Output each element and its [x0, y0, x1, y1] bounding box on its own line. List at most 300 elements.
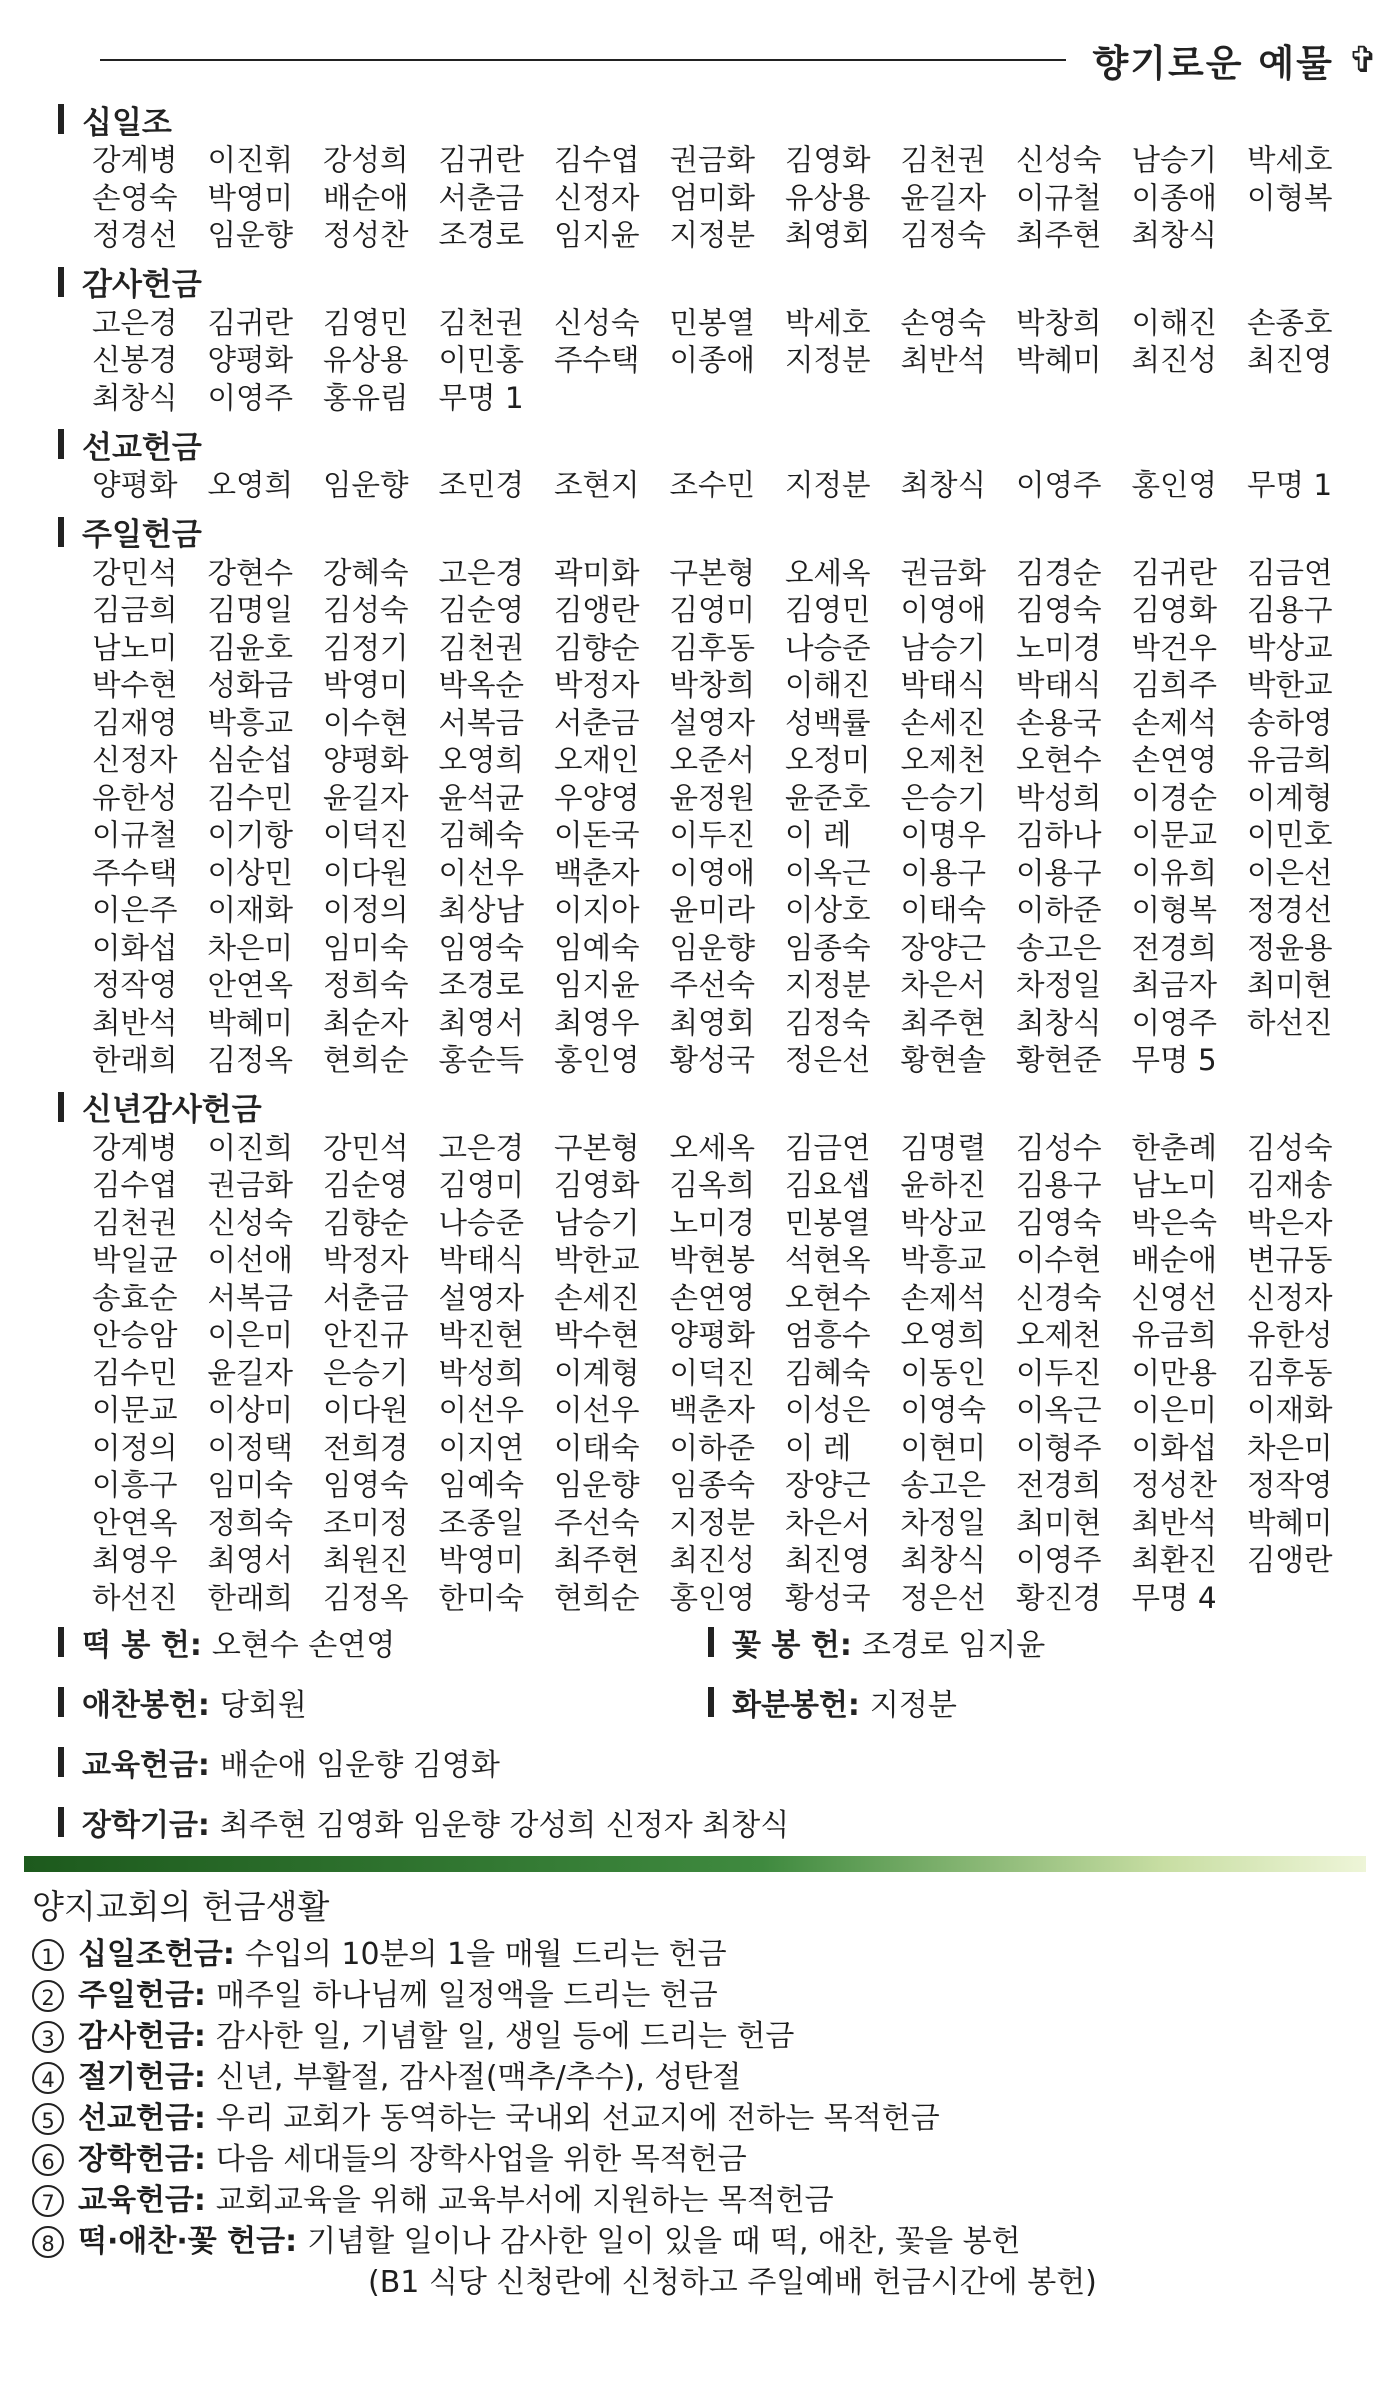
donor-name: 전경희: [1131, 930, 1217, 965]
scholarship-fund: [58, 1800, 1358, 1844]
donor-name: 박은자: [1247, 1205, 1333, 1240]
fellowship-meal-offering: [58, 1680, 708, 1724]
donor-name: 엄흥수: [785, 1318, 871, 1352]
donor-name: 이수현: [1016, 1243, 1102, 1277]
donor-name: 김금연: [1247, 555, 1333, 590]
name-row: [92, 1542, 1358, 1580]
donor-name: 손용국: [1016, 705, 1102, 740]
small-offering-row: [58, 1612, 1358, 1672]
offering-section: [58, 259, 1358, 418]
donor-name: 차은미: [207, 930, 293, 965]
circled-number-icon: 3: [32, 2021, 64, 2053]
donor-name: 민봉열: [785, 1205, 871, 1240]
donor-name: 오현수: [785, 1280, 871, 1315]
donor-name: 최창식: [900, 468, 986, 502]
donor-name: 이상미: [207, 1393, 293, 1427]
donor-name: 이선우: [438, 855, 524, 890]
donor-name: 나승준: [438, 1205, 524, 1240]
donor-name: 박건우: [1131, 630, 1217, 665]
donor-name: 이해진: [785, 668, 871, 702]
section-bar: [58, 517, 64, 547]
donor-name: 이규철: [1016, 180, 1102, 215]
donor-name: 박한교: [1247, 668, 1333, 702]
circled-number-icon: 2: [32, 1980, 64, 2012]
donor-name: 무명 1: [1247, 468, 1333, 502]
donor-name: 이형주: [1016, 1430, 1102, 1465]
donor-name: 윤길자: [323, 780, 409, 815]
guide-item: [32, 2098, 1372, 2139]
donor-name: 이경순: [1131, 780, 1217, 815]
donor-name: 강현수: [207, 555, 293, 590]
donor-name: 안진규: [323, 1318, 409, 1352]
offering-guide: [32, 1880, 1372, 2303]
donor-name: 이두진: [669, 818, 755, 852]
donor-name: 윤길자: [900, 180, 986, 215]
donor-name: 최환진: [1131, 1543, 1217, 1577]
donor-name: 서춘금: [554, 705, 640, 740]
donor-name: 박세호: [1247, 143, 1333, 177]
donor-name: 이계형: [1247, 780, 1333, 815]
name-row: [92, 817, 1358, 855]
donor-name: 현희순: [554, 1580, 640, 1615]
donor-name: 최영서: [438, 1005, 524, 1040]
donor-name: 차은서: [785, 1505, 871, 1540]
donor-name: 홍인영: [1131, 468, 1217, 502]
donor-name: 권금화: [669, 143, 755, 177]
donor-name: 김성수: [1016, 1130, 1102, 1165]
donor-name: 유금희: [1247, 743, 1333, 777]
donor-name: 이태숙: [554, 1430, 640, 1465]
donor-name: 이민홍: [438, 343, 524, 377]
donor-name: 구본형: [554, 1130, 640, 1165]
donor-name: 오재인: [554, 743, 640, 777]
donor-name: 박진현: [438, 1318, 524, 1352]
offering-sections: [58, 96, 1358, 1621]
donor-name: 최반석: [900, 343, 986, 377]
donor-name: 최영회: [785, 218, 871, 252]
donor-name: 황현솔: [900, 1043, 986, 1077]
donor-name: 이기항: [207, 818, 293, 852]
donor-name: 무명 1: [438, 380, 524, 415]
section-bar: [58, 1687, 64, 1717]
donor-name: 은승기: [323, 1355, 409, 1390]
section-bar: [58, 104, 64, 134]
donor-name: 정희숙: [323, 968, 409, 1002]
donor-name: 최진영: [1247, 343, 1333, 377]
donor-name: 이재화: [1247, 1393, 1333, 1427]
donor-name: 최주현: [554, 1543, 640, 1577]
donor-name: 임종숙: [785, 930, 871, 965]
donor-name: 김혜숙: [785, 1355, 871, 1390]
donor-name: 오영희: [900, 1318, 986, 1352]
offering-section: [58, 421, 1358, 505]
donor-name: 강성희: [323, 143, 409, 177]
donor-name: 김하나: [1016, 818, 1102, 852]
offering-names: 지정분: [869, 1688, 957, 1723]
donor-name: 이다원: [323, 1393, 409, 1427]
name-row: [92, 1280, 1358, 1318]
donor-name: 박혜미: [1247, 1505, 1333, 1540]
guide-item: [32, 2057, 1372, 2098]
name-row: [92, 1392, 1358, 1430]
donor-name: 지정분: [669, 218, 755, 252]
donor-name: 이진휘: [207, 143, 293, 177]
name-row: [92, 1317, 1358, 1355]
donor-name: 백춘자: [669, 1393, 755, 1427]
donor-name: 조경로: [438, 218, 524, 252]
donor-name: 강민석: [323, 1130, 409, 1165]
donor-name: 이진희: [207, 1130, 293, 1165]
donor-name: 손세진: [900, 705, 986, 740]
donor-name: 박수현: [554, 1318, 640, 1352]
donor-name: 오현수: [1016, 743, 1102, 777]
donor-name: 오영희: [207, 468, 293, 502]
guide-item-label: 십일조헌금:: [78, 1937, 235, 1972]
donor-name: 박성희: [1016, 780, 1102, 815]
donor-name: 윤미라: [669, 893, 755, 927]
donor-name: 김향순: [554, 630, 640, 665]
donor-name: 배순애: [1131, 1243, 1217, 1277]
section-bar: [58, 1807, 64, 1837]
donor-name: 정윤용: [1247, 930, 1333, 965]
donor-name: 박흥교: [900, 1243, 986, 1277]
donor-name: 지정분: [785, 343, 871, 377]
name-row: [92, 380, 1358, 418]
donor-name: 김성숙: [1247, 1130, 1333, 1165]
donor-name: 남승기: [1131, 143, 1217, 177]
donor-name: 민봉열: [669, 305, 755, 340]
donor-name: 최금자: [1131, 968, 1217, 1002]
donor-name: 이영주: [1016, 468, 1102, 502]
name-row: [92, 780, 1358, 818]
donor-name: 이흥구: [92, 1468, 178, 1502]
donor-name: 이영숙: [900, 1393, 986, 1427]
donor-name: 이종애: [1131, 180, 1217, 215]
donor-name: 김재송: [1247, 1168, 1333, 1202]
donor-name: 주수택: [554, 343, 640, 377]
donor-name: 임지윤: [554, 968, 640, 1002]
donor-name: 김영화: [785, 143, 871, 177]
name-row: [92, 930, 1358, 968]
offering-names: 당회원: [219, 1688, 307, 1723]
donor-name: 임영숙: [323, 1468, 409, 1502]
donor-name: 최창식: [92, 380, 178, 415]
donor-name: 김수민: [92, 1355, 178, 1390]
donor-name: 정작영: [1247, 1468, 1333, 1502]
donor-name: 최창식: [1016, 1005, 1102, 1040]
donor-name: 신봉경: [92, 343, 178, 377]
guide-item: [32, 2016, 1372, 2057]
section-bar: [58, 267, 64, 297]
donor-name: 이화섭: [1131, 1430, 1217, 1465]
plant-offering: [708, 1680, 1358, 1724]
guide-item-desc: 다음 세대들의 장학사업을 위한 목적헌금: [215, 2142, 747, 2177]
donor-name: 유한성: [1247, 1318, 1333, 1352]
donor-name: 박정자: [554, 668, 640, 702]
donor-name: 장양근: [900, 930, 986, 965]
section-title-text: 주일헌금: [82, 517, 202, 553]
donor-name: 정경선: [92, 218, 178, 252]
donor-name: 송고은: [900, 1468, 986, 1502]
donor-name: 양평화: [669, 1318, 755, 1352]
offering-names: 오현수 손연영: [211, 1628, 396, 1663]
section-title-text: 십일조: [82, 104, 172, 141]
name-row: [92, 1167, 1358, 1205]
circled-number-icon: 4: [32, 2062, 64, 2094]
donor-name: 김용구: [1016, 1168, 1102, 1202]
donor-name: 이선우: [438, 1393, 524, 1427]
name-row: [92, 467, 1358, 505]
guide-item: [32, 2221, 1372, 2262]
donor-name: 남노미: [92, 630, 178, 665]
donor-name: 강민석: [92, 555, 178, 590]
donor-name: 지정분: [785, 968, 871, 1002]
donor-name: 송고은: [1016, 930, 1102, 965]
donor-name: 이 레: [785, 1430, 852, 1465]
guide-item-label: 감사헌금:: [78, 2019, 206, 2054]
donor-name: 김혜숙: [438, 818, 524, 852]
donor-name: 유금희: [1131, 1318, 1217, 1352]
donor-name: 이옥근: [1016, 1393, 1102, 1427]
donor-name: 최반석: [1131, 1505, 1217, 1540]
donor-name: 배순애: [323, 180, 409, 215]
donor-name: 이덕진: [669, 1355, 755, 1390]
donor-name: 우양영: [554, 780, 640, 815]
donor-name: 김정숙: [785, 1005, 871, 1040]
section-title: [58, 509, 1358, 555]
donor-name: 김정기: [323, 630, 409, 665]
donor-name: 무명 4: [1131, 1580, 1217, 1615]
donor-name: 최미현: [1016, 1505, 1102, 1540]
donor-name: 박영미: [323, 668, 409, 702]
name-row: [92, 1430, 1358, 1468]
donor-name: 이상호: [785, 893, 871, 927]
donor-name: 전희경: [323, 1430, 409, 1465]
donor-name: 조수민: [669, 468, 755, 502]
donor-name: 이민호: [1247, 818, 1333, 852]
donor-name: 김정옥: [207, 1043, 293, 1077]
donor-name: 황현준: [1016, 1043, 1102, 1077]
donor-name: 송하영: [1247, 705, 1333, 740]
donor-name: 윤길자: [207, 1355, 293, 1390]
donor-name: 차정일: [900, 1505, 986, 1540]
donor-name: 김명렬: [900, 1130, 986, 1165]
name-list: [58, 305, 1358, 418]
offering-label: 떡 봉 헌:: [82, 1628, 202, 1663]
section-bar: [58, 1627, 64, 1657]
donor-name: 이하준: [1016, 893, 1102, 927]
donor-name: 박한교: [554, 1243, 640, 1277]
donor-name: 유한성: [92, 780, 178, 815]
guide-item-desc: 감사한 일, 기념할 일, 생일 등에 드리는 헌금: [215, 2019, 795, 2054]
donor-name: 최영우: [554, 1005, 640, 1040]
donor-name: 백춘자: [554, 855, 640, 890]
donor-name: 이상민: [207, 855, 293, 890]
donor-name: 오정미: [785, 743, 871, 777]
donor-name: 이 레: [785, 818, 852, 852]
donor-name: 최진성: [669, 1543, 755, 1577]
rice-cake-offering: [58, 1620, 708, 1664]
donor-name: 이옥근: [785, 855, 871, 890]
donor-name: 박영미: [207, 180, 293, 215]
donor-name: 최진영: [785, 1543, 871, 1577]
donor-name: 조현지: [554, 468, 640, 502]
donor-name: 유상용: [785, 180, 871, 215]
donor-name: 이용구: [900, 855, 986, 890]
donor-name: 이은주: [92, 893, 178, 927]
donor-name: 임미숙: [323, 930, 409, 965]
donor-name: 권금화: [207, 1168, 293, 1202]
name-list: [58, 1130, 1358, 1618]
donor-name: 최미현: [1247, 968, 1333, 1002]
small-offerings: [58, 1612, 1358, 1852]
donor-name: 김천권: [92, 1205, 178, 1240]
donor-name: 이성은: [785, 1393, 871, 1427]
donor-name: 석현옥: [785, 1243, 871, 1277]
donor-name: 신경숙: [1016, 1280, 1102, 1315]
donor-name: 남승기: [554, 1205, 640, 1240]
donor-name: 김귀란: [438, 143, 524, 177]
donor-name: 김용구: [1247, 593, 1333, 627]
donor-name: 이선우: [554, 1393, 640, 1427]
donor-name: 임예숙: [438, 1468, 524, 1502]
donor-name: 노미경: [669, 1205, 755, 1240]
donor-name: 정작영: [92, 968, 178, 1002]
donor-name: 김정옥: [323, 1580, 409, 1615]
donor-name: 엄미화: [669, 180, 755, 215]
flower-offering: [708, 1620, 1358, 1664]
donor-name: 정성찬: [1131, 1468, 1217, 1502]
donor-name: 이용구: [1016, 855, 1102, 890]
donor-name: 이계형: [554, 1355, 640, 1390]
guide-item-label: 교육헌금:: [78, 2183, 206, 2218]
name-row: [92, 1242, 1358, 1280]
donor-name: 송효순: [92, 1280, 178, 1315]
donor-name: 김영민: [323, 305, 409, 340]
donor-name: 박혜미: [1016, 343, 1102, 377]
guide-item: [32, 1975, 1372, 2016]
green-divider: [24, 1856, 1366, 1872]
circled-number-icon: 7: [32, 2185, 64, 2217]
donor-name: 김성숙: [323, 593, 409, 627]
name-row: [92, 1205, 1358, 1243]
donor-name: 김순영: [323, 1168, 409, 1202]
section-bar: [58, 1747, 64, 1777]
name-row: [92, 630, 1358, 668]
donor-name: 윤준호: [785, 780, 871, 815]
donor-name: 이재화: [207, 893, 293, 927]
donor-name: 주선숙: [669, 968, 755, 1002]
donor-name: 김순영: [438, 593, 524, 627]
donor-name: 최진성: [1131, 343, 1217, 377]
donor-name: 박태식: [1016, 668, 1102, 702]
offering-section: [58, 96, 1358, 255]
donor-name: 김명일: [207, 593, 293, 627]
donor-name: 황성국: [669, 1043, 755, 1077]
donor-name: 무명 5: [1131, 1043, 1217, 1077]
donor-name: 김후동: [1247, 1355, 1333, 1390]
donor-name: 손제석: [1131, 705, 1217, 740]
donor-name: 정성찬: [323, 218, 409, 252]
donor-name: 윤석균: [438, 780, 524, 815]
donor-name: 이현미: [900, 1430, 986, 1465]
donor-name: 이지아: [554, 893, 640, 927]
circled-number-icon: 8: [32, 2226, 64, 2258]
name-row: [92, 142, 1358, 180]
donor-name: 임미숙: [207, 1468, 293, 1502]
circled-number-icon: 1: [32, 1939, 64, 1971]
donor-name: 김영숙: [1016, 1205, 1102, 1240]
circled-number-icon: 6: [32, 2144, 64, 2176]
guide-item-desc: 우리 교회가 동역하는 국내외 선교지에 전하는 목적헌금: [215, 2101, 940, 2136]
section-title: [58, 96, 1358, 142]
offering-names: 조경로 임지윤: [861, 1628, 1046, 1663]
donor-name: 이영주: [207, 380, 293, 415]
donor-name: 임예숙: [554, 930, 640, 965]
section-bar: [708, 1687, 714, 1717]
donor-name: 주선숙: [554, 1505, 640, 1540]
donor-name: 신영선: [1131, 1280, 1217, 1315]
header-rule: [100, 59, 1066, 61]
donor-name: 이정의: [323, 893, 409, 927]
section-title: [58, 421, 1358, 467]
donor-name: 김영민: [785, 593, 871, 627]
guide-item-desc: 신년, 부활절, 감사절(맥추/추수), 성탄절: [215, 2060, 742, 2095]
name-row: [92, 1130, 1358, 1168]
donor-name: 양평화: [92, 468, 178, 502]
donor-name: 오영희: [438, 743, 524, 777]
donor-name: 신성숙: [554, 305, 640, 340]
section-title: [58, 259, 1358, 305]
donor-name: 한미숙: [438, 1580, 524, 1615]
donor-name: 강혜숙: [323, 555, 409, 590]
donor-name: 고은경: [92, 305, 178, 340]
cross-icon: ✞: [1347, 39, 1378, 81]
donor-name: 김윤호: [207, 630, 293, 665]
offering-names: 배순애 임운향 김영화: [219, 1748, 500, 1783]
donor-name: 한래희: [207, 1580, 293, 1615]
donor-name: 성백률: [785, 705, 871, 740]
education-offering: [58, 1740, 1358, 1784]
donor-name: 신성숙: [1016, 143, 1102, 177]
donor-name: 김영화: [554, 1168, 640, 1202]
small-offering-row: [58, 1732, 1358, 1792]
section-bar: [58, 1092, 64, 1122]
donor-name: 이은미: [1131, 1393, 1217, 1427]
donor-name: 오제천: [1016, 1318, 1102, 1352]
donor-name: 임영숙: [438, 930, 524, 965]
name-row: [92, 1355, 1358, 1393]
donor-name: 이돈국: [554, 818, 640, 852]
donor-name: 김금연: [785, 1130, 871, 1165]
donor-name: 지정분: [669, 1505, 755, 1540]
name-row: [92, 342, 1358, 380]
page-title: 향기로운 예물: [1092, 42, 1334, 85]
name-row: [92, 180, 1358, 218]
name-row: [92, 1505, 1358, 1543]
name-row: [92, 967, 1358, 1005]
donor-name: 고은경: [438, 555, 524, 590]
donor-name: 한래희: [92, 1043, 178, 1077]
donor-name: 황성국: [785, 1580, 871, 1615]
donor-name: 최주현: [900, 1005, 986, 1040]
donor-name: 현희순: [323, 1043, 409, 1077]
donor-name: 김옥희: [669, 1168, 755, 1202]
donor-name: 정경선: [1247, 893, 1333, 927]
donor-name: 윤하진: [900, 1168, 986, 1202]
donor-name: 최순자: [323, 1005, 409, 1040]
donor-name: 박정자: [323, 1243, 409, 1277]
